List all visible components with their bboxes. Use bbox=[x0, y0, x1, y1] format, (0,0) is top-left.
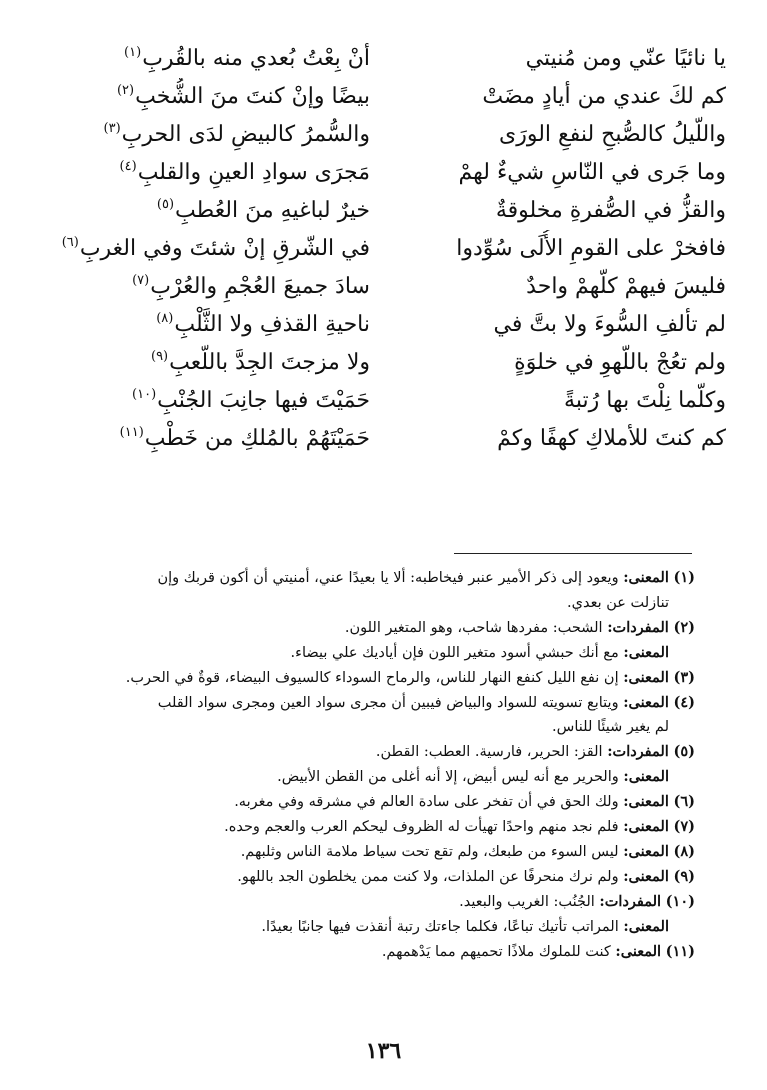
footnote-reference: (٦) bbox=[61, 235, 79, 250]
footnote-continuation-text: لم يغير شيئًا للناس. bbox=[552, 719, 669, 736]
verse-first-hemistich bbox=[406, 192, 726, 230]
verse-first-hemistich bbox=[406, 154, 726, 192]
footnote-line bbox=[55, 940, 695, 965]
footnote-number: (٤) bbox=[673, 693, 695, 711]
verse-second-hemistich bbox=[40, 116, 370, 154]
footnote-text: ويعود إلى ذكر الأمير عنبر فيخاطبه: ألا يا بعيدًا عني، أمنيتي أن أكون قربك وإن bbox=[157, 570, 619, 586]
footnote-reference: (١٠) bbox=[132, 387, 157, 402]
footnote-line bbox=[55, 566, 695, 591]
footnote-label: المعنى: bbox=[623, 793, 669, 811]
footnote-label: المعنى: bbox=[623, 668, 669, 686]
footnote-label: المعنى: bbox=[623, 917, 669, 935]
verse-first-text: كم لكَ عندي من أيادٍ مضَتْ bbox=[482, 84, 726, 109]
footnote-text: كنت للملوك ملاذًا تحميهم مما يَدْهمهم. bbox=[381, 943, 611, 960]
verse-row bbox=[40, 192, 726, 230]
footnote-label: المعنى: bbox=[623, 842, 669, 860]
verse-row bbox=[40, 306, 726, 344]
verse-first-text: فليسَ فيهمْ كلّهمْ واحدٌ bbox=[526, 274, 726, 299]
footnote-text: والحرير مع أنه ليس أبيض، إلا أنه أغلى من القطن الأبيض. bbox=[277, 769, 619, 786]
footnote-label: المفردات: bbox=[599, 892, 662, 910]
verse-first-hemistich bbox=[406, 40, 726, 78]
verse-second-hemistich bbox=[40, 306, 370, 344]
verse-row bbox=[40, 230, 726, 268]
footnote-text: الجُنُب: الغريب والبعيد. bbox=[459, 893, 595, 910]
footnote-label: المعنى: bbox=[623, 768, 669, 786]
verse-first-hemistich bbox=[406, 382, 726, 420]
verse-first-text: وما جَرى في النّاسِ شيءٌ لهمْ bbox=[458, 160, 726, 185]
footnote-continuation bbox=[55, 591, 695, 616]
footnote-label: المعنى: bbox=[615, 942, 662, 960]
footnote-label: المعنى: bbox=[623, 569, 669, 586]
verse-second-hemistich bbox=[40, 420, 370, 458]
footnote-text: ليس السوء من طبعك، ولم تقع تحت سياط ملامة الناس وثلبهم. bbox=[240, 843, 619, 860]
verse-row bbox=[40, 78, 726, 116]
footnote-text: القز: الحرير، فارسية. العطب: القطن. bbox=[375, 744, 603, 761]
verse-second-text: حَمَيْتَهُمْ بالمُلكِ من خَطْبِ bbox=[144, 426, 370, 451]
verse-second-hemistich bbox=[40, 154, 370, 192]
footnote-line bbox=[55, 815, 695, 840]
footnote-number: (١٠) bbox=[665, 892, 695, 910]
verse-first-hemistich bbox=[406, 230, 726, 268]
footnote-continuation bbox=[55, 715, 695, 740]
footnote-number: (٣) bbox=[673, 668, 695, 686]
verse-second-hemistich bbox=[40, 78, 370, 116]
footnote-line bbox=[55, 790, 695, 815]
verse-first-text: فافخرْ على القومِ الأُلَى سُوِّدوا bbox=[456, 236, 726, 261]
verse-row bbox=[40, 344, 726, 382]
footnote-number: (٩) bbox=[673, 867, 695, 885]
verse-first-hemistich bbox=[406, 306, 726, 344]
footnote-text: ويتابع تسويته للسواد والبياض فيبين أن مجرى سواد العين ومجرى سواد القلب bbox=[157, 694, 619, 711]
verse-first-text: والقزُّ في الصُّفرةِ مخلوقةٌ bbox=[495, 198, 726, 223]
verse-first-text: وكلّما نِلْتَ بها رُتبةً bbox=[564, 388, 726, 413]
footnote-label: المعنى: bbox=[623, 867, 669, 885]
footnote-number: (١) bbox=[673, 569, 695, 586]
footnote-line bbox=[55, 765, 695, 790]
verse-second-hemistich bbox=[40, 382, 370, 420]
footnote-line bbox=[55, 840, 695, 865]
footnote-reference: (٩) bbox=[150, 349, 169, 364]
verse-row bbox=[40, 420, 726, 458]
verse-first-hemistich bbox=[406, 344, 726, 382]
footnote-reference: (٣) bbox=[103, 121, 121, 136]
footnote-number: (٥) bbox=[673, 743, 695, 761]
footnote-label: المعنى: bbox=[623, 818, 669, 836]
footnote-reference: (١) bbox=[124, 45, 142, 60]
footnote-label: المعنى: bbox=[623, 693, 669, 711]
verse-second-hemistich bbox=[40, 40, 370, 78]
verse-second-text: والسُّمرُ كالبيضِ لدَى الحربِ bbox=[121, 122, 370, 147]
poem bbox=[40, 40, 726, 458]
verse-first-hemistich bbox=[406, 420, 726, 458]
verse-second-text: سادَ جميعَ العُجْمِ والعُرْبِ bbox=[150, 274, 370, 299]
footnote-reference: (٥) bbox=[156, 197, 175, 212]
verse-first-hemistich bbox=[406, 116, 726, 154]
footnote-number: (٨) bbox=[673, 842, 695, 860]
verse-second-text: ناحيةِ القذفِ ولا الثَّلْبِ bbox=[174, 312, 370, 337]
footnote-text: فلم نجد منهم واحدًا تهيأت له الظروف ليحكم العرب والعجم وحده. bbox=[224, 819, 619, 836]
verse-row bbox=[40, 40, 726, 78]
footnote-line bbox=[55, 865, 695, 890]
footnote-reference: (١١) bbox=[119, 425, 144, 440]
verse-second-text: مَجرَى سوادِ العينِ والقلبِ bbox=[137, 160, 370, 185]
footnote-line bbox=[55, 915, 695, 940]
footnote-continuation-text: تنازلت عن بعدي. bbox=[567, 594, 669, 611]
page-number: ١٣٦ bbox=[365, 1038, 402, 1064]
footnotes bbox=[55, 566, 695, 965]
footnote-label: المفردات: bbox=[607, 743, 669, 761]
verse-second-hemistich bbox=[40, 344, 370, 382]
verse-second-text: خيرٌ لباغيهِ منَ العُطبِ bbox=[175, 198, 370, 223]
footnote-line bbox=[55, 616, 695, 641]
verse-first-text: ولم تعُجْ باللّهوِ في خلوَةٍ bbox=[514, 350, 726, 375]
footnote-label: المعنى: bbox=[623, 643, 669, 661]
verse-first-text: يا نائيًا عنّي ومن مُنيتي bbox=[525, 46, 726, 71]
footnote-reference: (٧) bbox=[132, 273, 150, 288]
footnote-number: (٦) bbox=[673, 793, 695, 811]
footnote-reference: (٢) bbox=[116, 83, 135, 98]
verse-row bbox=[40, 382, 726, 420]
footnote-label: المفردات: bbox=[607, 618, 669, 636]
verse-first-hemistich bbox=[406, 268, 726, 306]
verse-row bbox=[40, 154, 726, 192]
footnote-line bbox=[55, 641, 695, 666]
verse-second-hemistich bbox=[40, 268, 370, 306]
footnote-text: المراتب تأتيك تباعًا، فكلما جاءتك رتبة أنقذت فيها جانبًا بعيدًا. bbox=[261, 918, 619, 935]
footnote-number: (٢) bbox=[673, 618, 695, 636]
verse-second-text: أنْ بِعْتُ بُعدي منه بالقُربِ bbox=[142, 46, 370, 71]
verse-second-text: ولا مزجتَ الجِدَّ باللّعبِ bbox=[169, 350, 370, 375]
verse-first-text: كم كنتَ للأملاكِ كهفًا وكمْ bbox=[497, 426, 726, 451]
footnote-reference: (٨) bbox=[156, 311, 174, 326]
footnote-reference: (٤) bbox=[119, 159, 137, 174]
footnote-number: (٧) bbox=[673, 818, 695, 836]
verse-row bbox=[40, 268, 726, 306]
verse-second-hemistich bbox=[40, 230, 370, 268]
footnote-separator bbox=[454, 553, 692, 554]
verse-second-text: بيضًا وإنْ كنتَ منَ الشُّخبِ bbox=[135, 84, 370, 109]
footnote-text: الشحب: مفردها شاحب، وهو المتغير اللون. bbox=[344, 619, 603, 636]
verse-first-hemistich bbox=[406, 78, 726, 116]
verse-second-text: في الشّرقِ إنْ شئتَ وفي الغربِ bbox=[79, 236, 370, 261]
footnote-number: (١١) bbox=[665, 942, 695, 960]
verse-first-text: واللّيلُ كالصُّبحِ لنفعِ الورَى bbox=[498, 122, 726, 147]
footnote-text: إن نفع الليل كنفع النهار للناس، والرماح السوداء كالسيوف البيضاء، قوةٌ في الحرب. bbox=[125, 669, 619, 686]
footnote-line bbox=[55, 890, 695, 915]
verse-row bbox=[40, 116, 726, 154]
verse-second-text: حَمَيْتَ فيها جانِبَ الجُنْبِ bbox=[157, 388, 370, 413]
verse-second-hemistich bbox=[40, 192, 370, 230]
footnote-line bbox=[55, 691, 695, 716]
footnote-line bbox=[55, 666, 695, 691]
verse-first-text: لم تألفِ السُّوءَ ولا بتَّ في bbox=[493, 312, 726, 337]
footnote-line bbox=[55, 740, 695, 765]
footnote-text: ولك الحق في أن تفخر على سادة العالم في مشرقه وفي مغربه. bbox=[234, 794, 619, 811]
footnote-text: ولم نرك منحرفًا عن الملذات، ولا كنت ممن يخلطون الجد باللهو. bbox=[237, 868, 619, 885]
footnote-text: مع أنك حبشي أسود متغير اللون فإن أياديك علي بيضاء. bbox=[290, 644, 619, 661]
